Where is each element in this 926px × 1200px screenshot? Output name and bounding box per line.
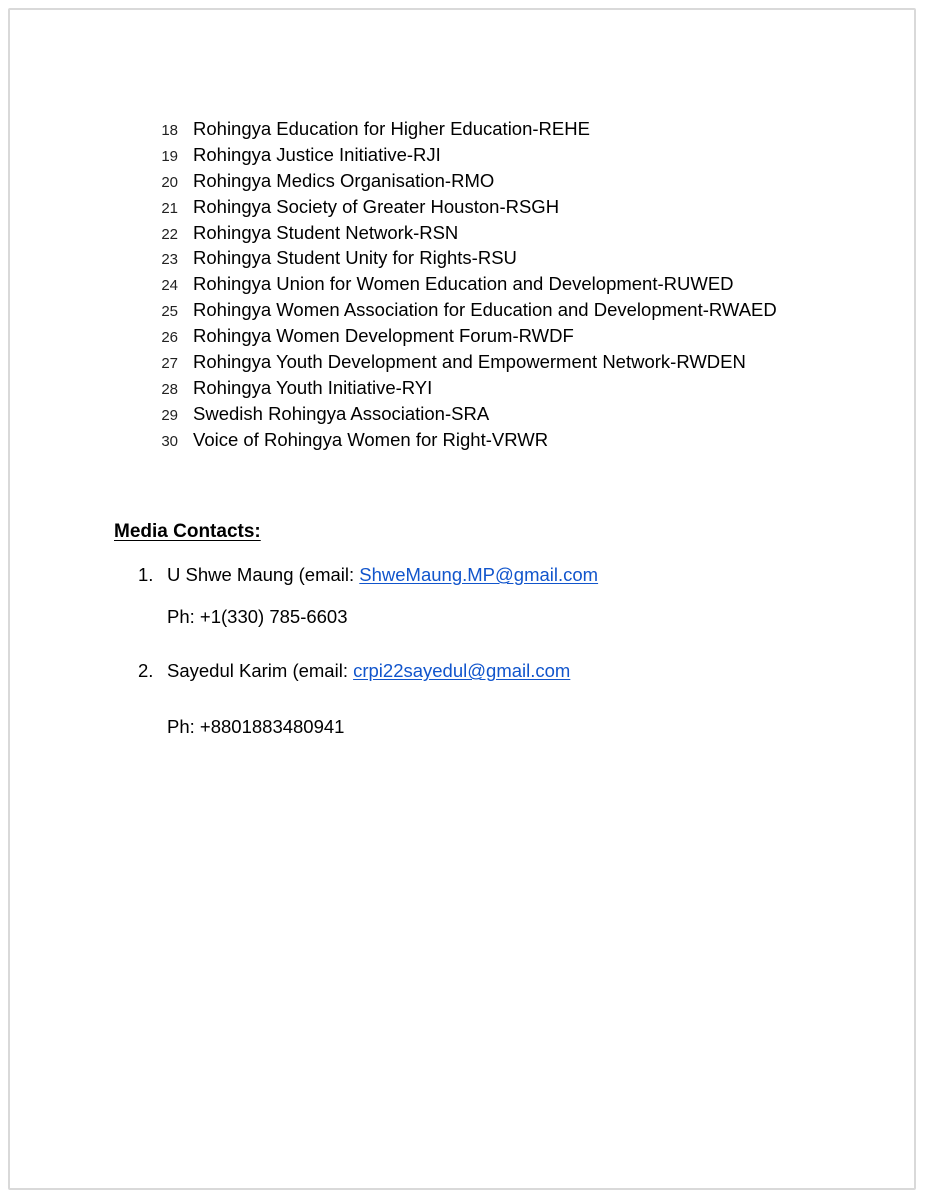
list-number: 20 (161, 173, 178, 191)
organization-name: Rohingya Student Network-RSN (193, 221, 459, 243)
organization-name: Swedish Rohingya Association-SRA (193, 402, 490, 424)
list-item (150, 144, 890, 170)
contact-line (138, 564, 598, 586)
contact-line (138, 660, 570, 682)
list-number: 19 (161, 147, 178, 165)
list-item (150, 247, 890, 273)
organization-name: Rohingya Justice Initiative-RJI (193, 143, 441, 165)
organization-name: Rohingya Student Unity for Rights-RSU (193, 247, 517, 269)
list-number: 30 (161, 432, 178, 450)
contact-2 (138, 660, 570, 682)
list-item (150, 118, 890, 144)
contact-1-phone: Ph: +1(330) 785-6603 (167, 606, 348, 627)
list-item (150, 377, 890, 403)
list-number: 26 (161, 329, 178, 347)
email-link[interactable]: ShweMaung.MP@gmail.com (359, 564, 599, 585)
list-number: 24 (161, 277, 178, 295)
organization-name: Rohingya Union for Women Education and Development-RUWED (193, 273, 734, 295)
list-item (150, 403, 890, 429)
organization-name: Voice of Rohingya Women for Right-VRWR (193, 428, 549, 450)
list-number: 21 (161, 199, 178, 217)
contact-2-phone: Ph: +8801883480941 (167, 716, 345, 737)
list-item (150, 325, 890, 351)
list-number: 27 (161, 355, 178, 373)
list-number: 29 (161, 406, 178, 424)
list-item (150, 351, 890, 377)
contact-name: U Shwe Maung (email: (167, 564, 360, 585)
list-item (150, 299, 890, 325)
list-item (150, 429, 890, 455)
list-number: 28 (161, 380, 178, 398)
organization-list (150, 118, 890, 455)
contact-number: 1. (138, 564, 154, 585)
list-item (150, 196, 890, 222)
list-number: 23 (161, 251, 178, 269)
contact-name: Sayedul Karim (email: (167, 660, 354, 681)
media-contacts-heading: Media Contacts: (114, 521, 261, 542)
organization-name: Rohingya Society of Greater Houston-RSGH (193, 195, 560, 217)
organization-name: Rohingya Medics Organisation-RMO (193, 169, 495, 191)
organization-name: Rohingya Education for Higher Education-REHE (193, 118, 590, 139)
organization-name: Rohingya Youth Development and Empowerment Network-RWDEN (193, 351, 746, 373)
organization-name: Rohingya Women Association for Education and Development-RWAED (193, 299, 777, 321)
list-number: 25 (161, 303, 178, 321)
list-item (150, 222, 890, 248)
list-item (150, 170, 890, 196)
contact-1 (138, 564, 598, 586)
email-link[interactable]: crpi22sayedul@gmail.com (353, 660, 571, 681)
contact-number: 2. (138, 660, 154, 681)
organization-name: Rohingya Youth Initiative-RYI (193, 376, 433, 398)
list-number: 22 (161, 225, 178, 243)
organization-name: Rohingya Women Development Forum-RWDF (193, 325, 574, 347)
list-item (150, 273, 890, 299)
list-number: 18 (161, 122, 178, 139)
